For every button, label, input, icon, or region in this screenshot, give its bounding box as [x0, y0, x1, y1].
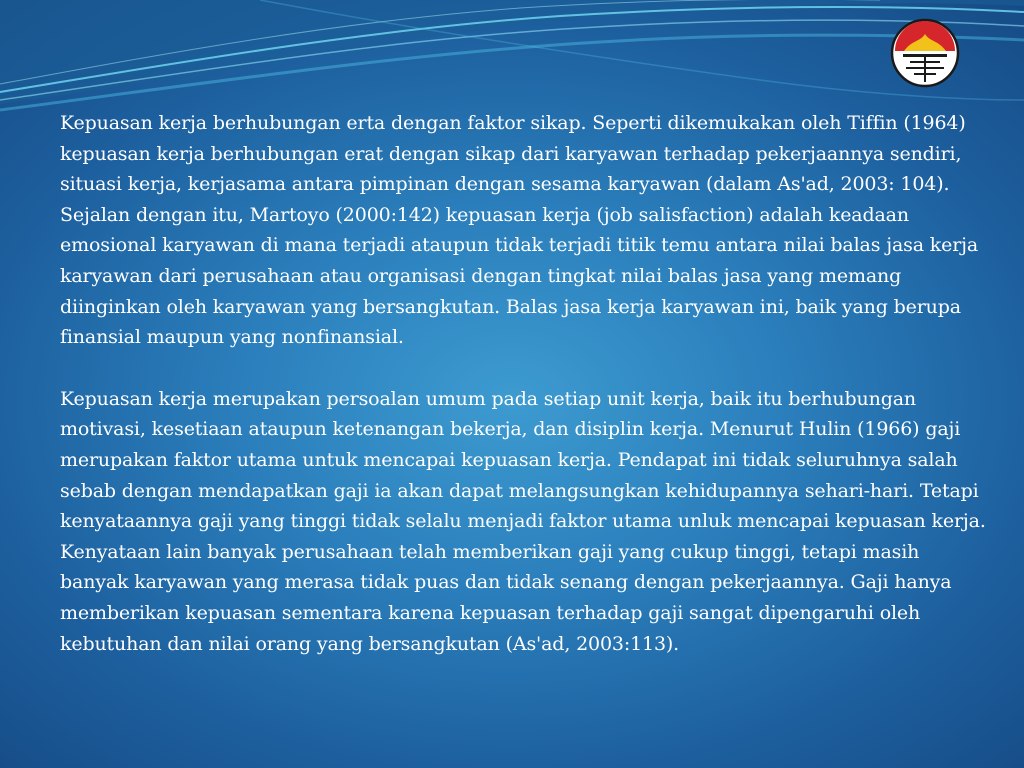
- university-emblem-icon: [886, 18, 964, 88]
- paragraph-2: Kepuasan kerja merupakan persoalan umum pada setiap unit kerja, baik itu berhubungan motivasi, kesetiaan ataupun ketenangan bekerja, dan disiplin kerja. Menurut Hulin (1966) gaji merupakan faktor utama untuk mencapai kepuasan kerja. Pendapat ini tidak seluruhnya salah sebab dengan mendapatkan gaji ia akan dapat melangsungkan kehidupannya sehari-hari. Tetapi kenyataannya gaji yang tinggi tidak selalu menjadi faktor utama unluk mencapai kepuasan kerja. Kenyataan lain banyak perusahaan telah memberikan gaji yang cukup tinggi, tetapi masih banyak karyawan yang merasa tidak puas dan tidak senang dengan pekerjaannya. Gaji hanya memberikan kepuasan sementara karena kepuasan terhadap gaji sangat dipengaruhi oleh kebutuhan dan nilai orang yang bersangkutan (As'ad, 2003:113).: [60, 387, 986, 655]
- paragraph-1: Kepuasan kerja berhubungan erta dengan faktor sikap. Seperti dikemukakan oleh Tiffin (1964) kepuasan kerja berhubungan erat dengan sikap dari karyawan terhadap pekerjaannya sendiri, situasi kerja, kerjasama antara pimpinan dengan sesama karyawan (dalam As'ad, 2003: 104). Sejalan dengan itu, Martoyo (2000:142) kepuasan kerja (job salisfaction) adalah keadaan emosional karyawan di mana terjadi ataupun tidak terjadi titik temu antara nilai balas jasa kerja karyawan dari perusahaan atau organisasi dengan tingkat nilai balas jasa yang memang diinginkan oleh karyawan yang bersangkutan. Balas jasa kerja karyawan ini, baik yang berupa finansial maupun yang nonfinansial.: [60, 112, 979, 349]
- slide-body: [60, 108, 988, 690]
